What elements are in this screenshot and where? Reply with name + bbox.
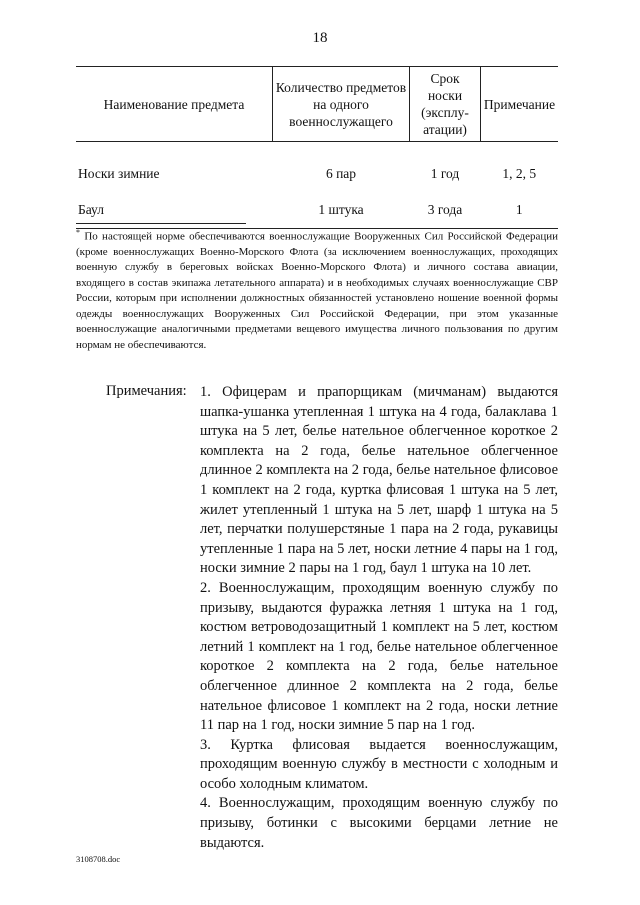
cell-item-name: Баул: [76, 192, 273, 229]
notes-label: Примечания:: [106, 383, 187, 399]
note-item: 2. Военнослужащим, проходящим военную службу по призыву, выдаются фуражка летняя 1 штука на 1 год, костюм ветроводозащитный 1 комплект на 5 лет, костюм летний 1 комплект на 1 год, белье нательное облегченное короткое 2 комплекта на 2 года, белье нательное облегченное длинное 2 комплекта на 2 года, белье нательное флисовое 1 комплект на 2 года, носки летние 11 пар на 1 год, носки зимние 5 пар на 1 год.: [200, 579, 558, 734]
header-quantity: Количество предметов на одного военнослужащего: [273, 67, 410, 142]
cell-quantity: 1 штука: [273, 192, 410, 229]
notes-list: [200, 383, 558, 853]
cell-quantity: 6 пар: [325, 166, 357, 181]
note-item: 3. Куртка флисовая выдается военнослужащим, проходящим военную службу в местности с холодным и особо холодным климатом.: [200, 736, 558, 792]
cell-wear-term: 3 года: [410, 192, 481, 229]
cell-remark: 1, 2, 5: [502, 166, 537, 181]
header-item-name: Наименование предмета: [76, 67, 273, 142]
footnote-divider: [76, 223, 246, 224]
page-number: 18: [312, 30, 328, 46]
cell-wear-term: 1 год: [430, 166, 460, 181]
table-row: [76, 142, 558, 193]
document-id: 3108708.doc: [76, 854, 121, 864]
header-remark: Примечание: [481, 67, 559, 142]
norms-table: [76, 66, 558, 229]
cell-item-name: Носки зимние: [78, 166, 160, 181]
note-item: 1. Офицерам и прапорщикам (мичманам) выдаются шапка-ушанка утепленная 1 штука на 4 года, балаклава 1 штука на 5 лет, белье нательное облегченное короткое 2 комплекта на 2 года, белье нательное облегченное длинное 2 комплекта на 2 года, белье нательное флисовое 1 комплект на 2 года, куртка флисовая 1 штука на 5 лет, жилет утепленный 1 штука на 5 лет, шарф 1 штука на 5 лет, перчатки полушерстяные 1 пара на 2 года, рукавицы утепленные 1 пара на 5 лет, носки летние 4 пары на 1 год, носки зимние 2 пары на 1 год, баул 1 штука на 10 лет.: [200, 384, 558, 577]
table-header-row: [76, 67, 558, 142]
header-wear-term: Срок носки (эксплу-атации): [410, 67, 481, 142]
note-item: 4. Военнослужащим, проходящим военную службу по призыву, ботинки с высокими берцами летние не выдаются.: [200, 795, 558, 851]
cell-remark: 1: [481, 192, 559, 229]
footnote: [76, 225, 558, 353]
footnote-text: По настоящей норме обеспечиваются военнослужащие Вооруженных Сил Российской Федерации (кроме военнослужащих Военно-Морского Флота (за исключением военнослужащих, проходящих военную службу в береговых войсках Военно-Морского Флота) и личного состава авиации, входящего в состав экипажа летательного аппарата) и в необходимых случаях военнослужащие СВР России, которым при исполнении должностных обязанностей установлено ношение военной формы одежды военнослужащих Вооруженных Сил Российской Федерации, при этом указанные военнослужащие аналогичными предметами вещевого имущества личного пользования по другим нормам не обеспечиваются.: [76, 230, 558, 351]
footnote-marker: *: [76, 228, 80, 237]
